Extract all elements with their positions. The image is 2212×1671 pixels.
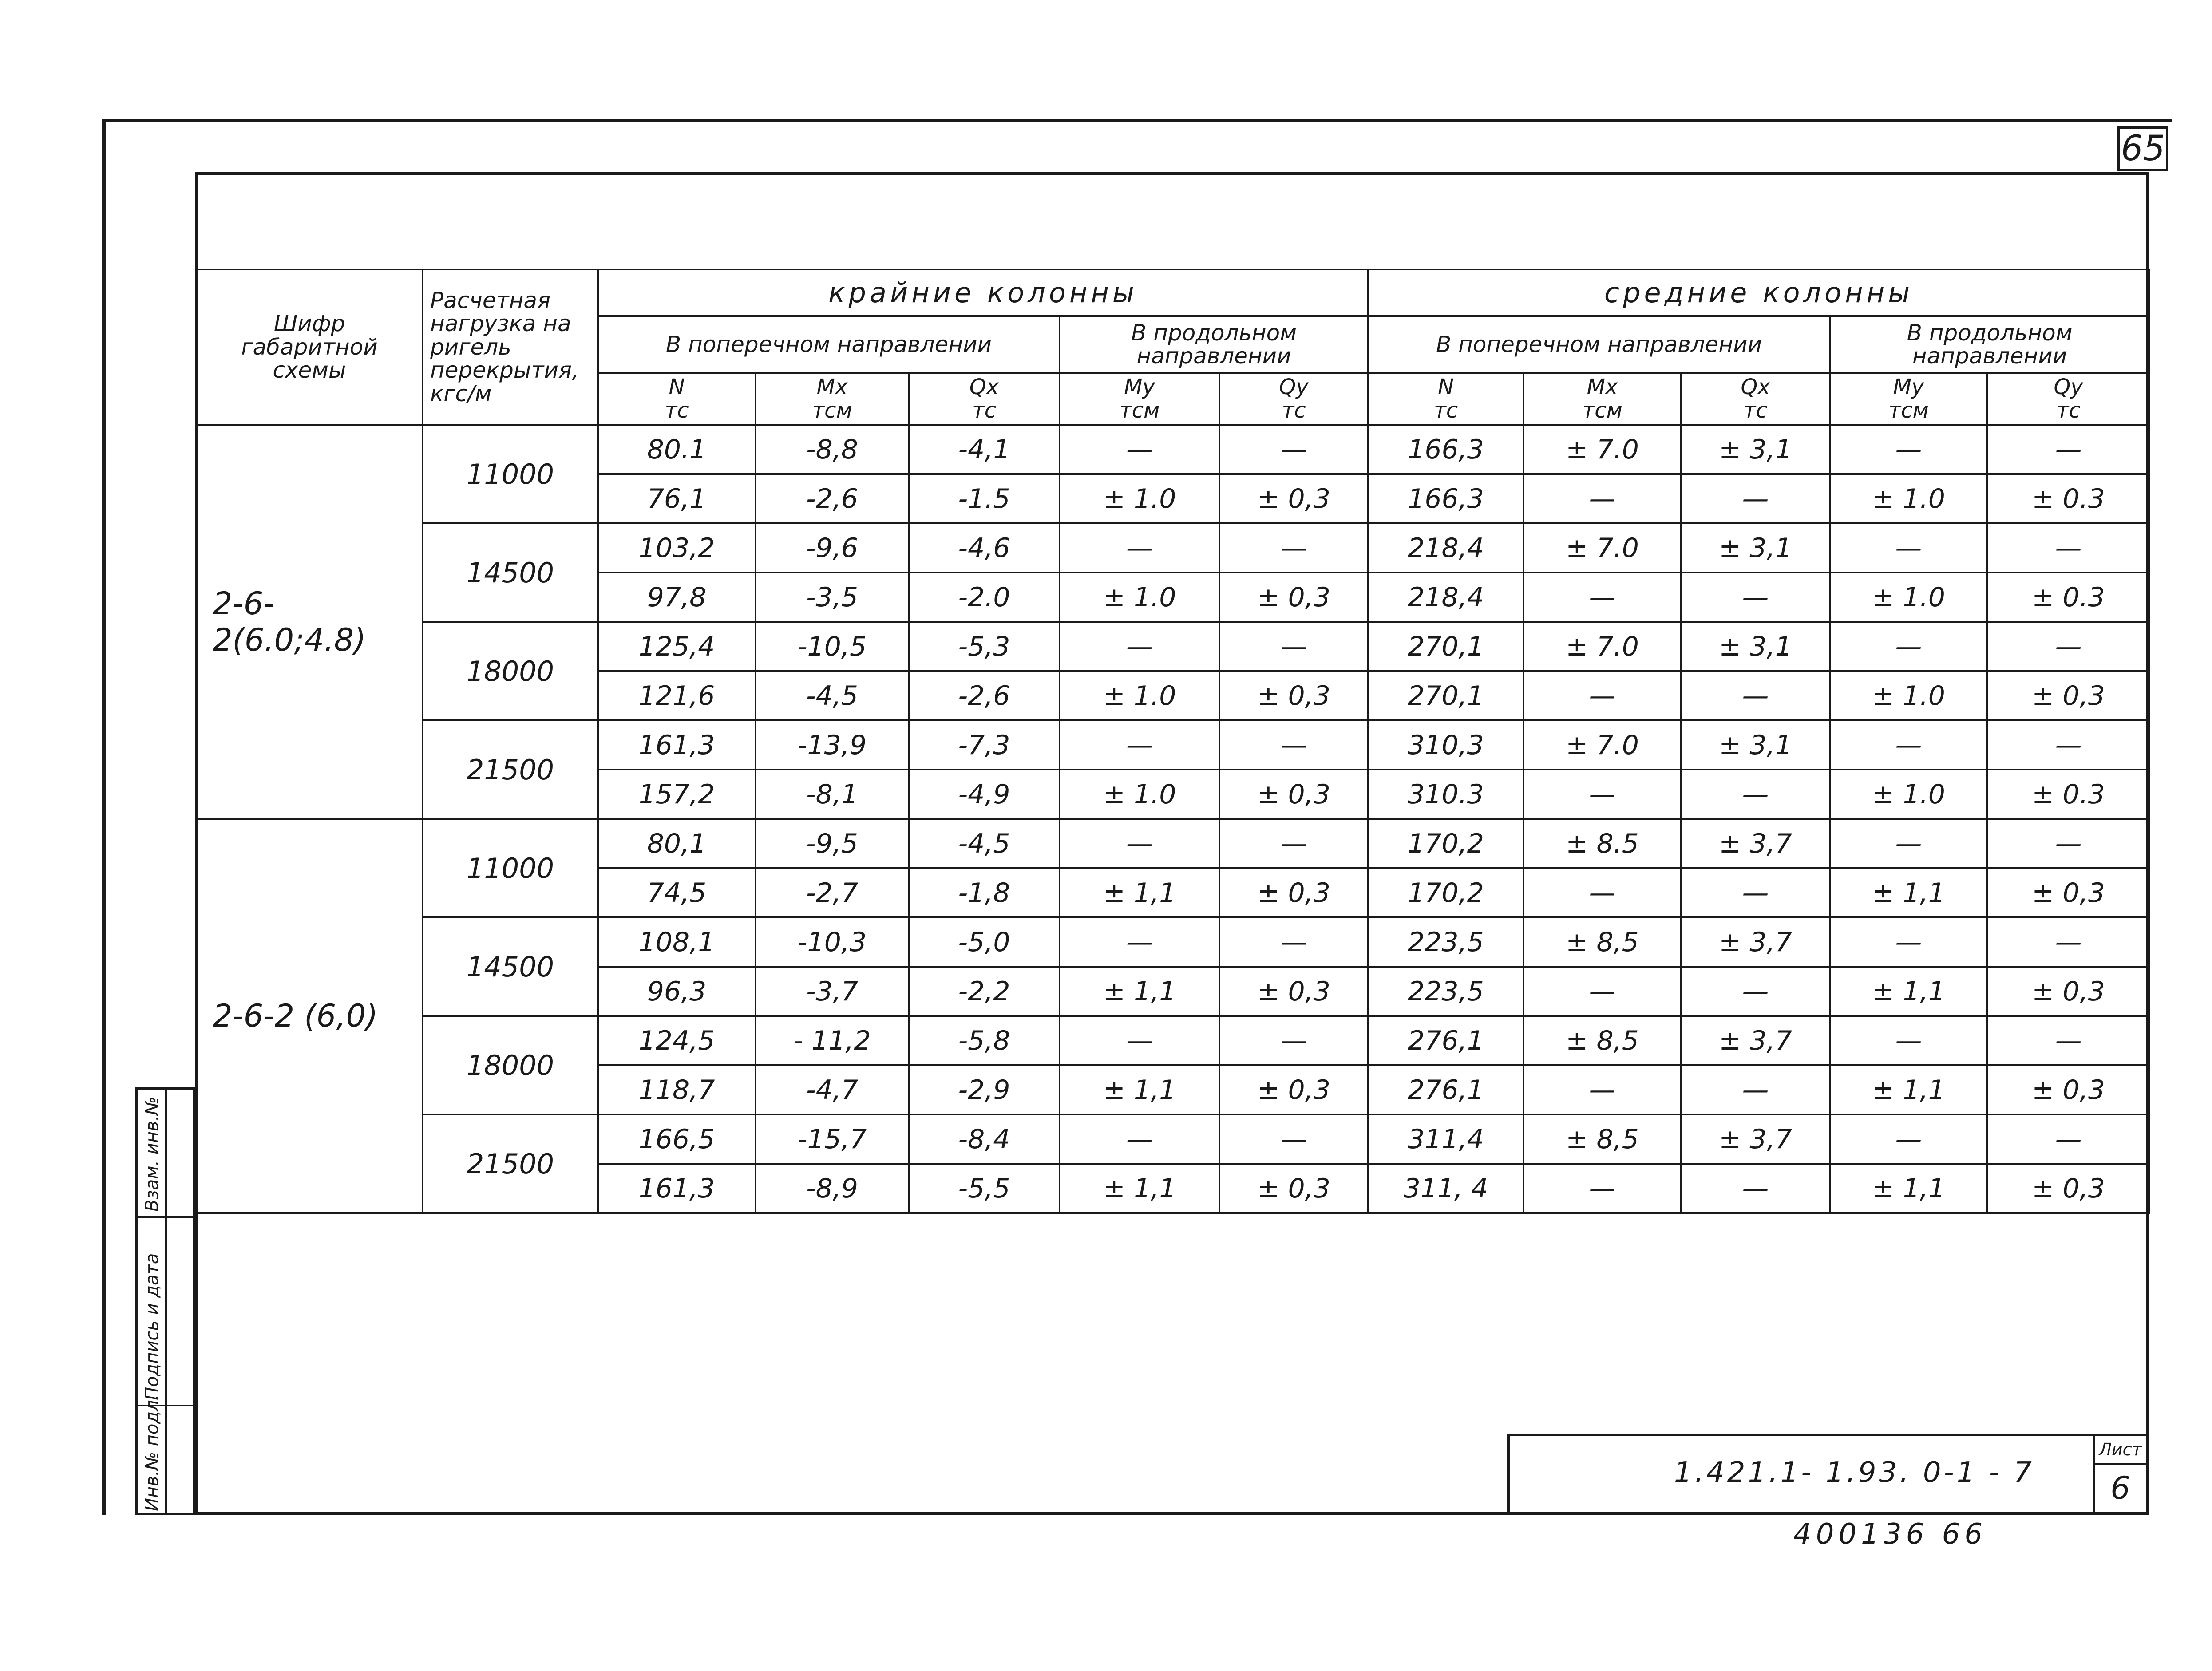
table-cell: — <box>1523 474 1681 523</box>
header-unit: тс <box>1743 398 1768 423</box>
table-cell: — <box>1830 1016 1987 1065</box>
table-cell: -2,7 <box>756 868 909 917</box>
table-cell: ± 1.0 <box>1060 770 1219 819</box>
side-stamp-label-1: Инв.№ подл. <box>142 1394 162 1511</box>
table-cell: -13,9 <box>756 720 909 770</box>
header-unit-qx <box>909 373 1060 425</box>
loads-table <box>195 269 2150 1214</box>
header-unit-mx <box>756 373 909 425</box>
table-cell: - 11,2 <box>756 1016 909 1065</box>
table-cell: ± 7.0 <box>1523 720 1681 770</box>
table-row <box>196 622 2149 671</box>
table-cell: — <box>1060 425 1219 474</box>
sheet-value: 6 <box>2110 1470 2130 1506</box>
table-cell: ± 7.0 <box>1523 622 1681 671</box>
table-cell: — <box>1681 1164 1830 1213</box>
header-unit: тс <box>1433 398 1458 423</box>
table-cell: 310,3 <box>1368 720 1523 770</box>
header-middle-columns: средние колонны <box>1368 269 2149 316</box>
header-unit: тс <box>2056 398 2081 423</box>
table-cell: — <box>1523 573 1681 622</box>
table-row <box>196 1114 2149 1164</box>
table-cell: 74,5 <box>598 868 756 917</box>
table-cell: 310.3 <box>1368 770 1523 819</box>
table-cell: 125,4 <box>598 622 756 671</box>
header-symbol: Mx <box>816 374 848 399</box>
table-cell: 166,5 <box>598 1114 756 1164</box>
table-cell: ± 0,3 <box>1219 1164 1368 1213</box>
table-cell: — <box>1681 868 1830 917</box>
load-value: 21500 <box>423 1114 598 1213</box>
table-cell: — <box>1219 622 1368 671</box>
table-row <box>196 917 2149 967</box>
table-cell: ± 0,3 <box>1219 474 1368 523</box>
table-cell: — <box>1523 1164 1681 1213</box>
table-cell: — <box>1523 671 1681 720</box>
table-cell: ± 8,5 <box>1523 917 1681 967</box>
table-cell: 103,2 <box>598 523 756 573</box>
table-cell: ± 3,1 <box>1681 523 1830 573</box>
table-cell: ± 7.0 <box>1523 425 1681 474</box>
header-unit: тсм <box>1888 398 1929 423</box>
table-cell: ± 8.5 <box>1523 819 1681 868</box>
table-cell: ± 1.0 <box>1060 671 1219 720</box>
load-value: 21500 <box>423 720 598 819</box>
table-cell: 157,2 <box>598 770 756 819</box>
table-cell: ± 0,3 <box>1987 967 2149 1016</box>
table-cell: ± 1.0 <box>1830 770 1987 819</box>
table-cell: ± 8,5 <box>1523 1016 1681 1065</box>
load-value: 11000 <box>423 425 598 523</box>
header-unit: тс <box>972 398 997 423</box>
table-cell: -5,8 <box>909 1016 1060 1065</box>
sheet-cell <box>2093 1436 2146 1512</box>
table-cell: 276,1 <box>1368 1065 1523 1114</box>
table-cell: 80.1 <box>598 425 756 474</box>
side-stamp-divider <box>138 1216 193 1218</box>
table-cell: 166,3 <box>1368 474 1523 523</box>
table-cell: -3,5 <box>756 573 909 622</box>
table-cell: -3,7 <box>756 967 909 1016</box>
table-cell: ± 0,3 <box>1219 770 1368 819</box>
table-cell: — <box>1987 1114 2149 1164</box>
header-load: Расчетная нагрузка на ригель перекрытия, кгс/м <box>423 269 598 425</box>
table-cell: — <box>1060 819 1219 868</box>
table-cell: — <box>1830 819 1987 868</box>
table-cell: -2,9 <box>909 1065 1060 1114</box>
table-cell: 80,1 <box>598 819 756 868</box>
table-cell: 311, 4 <box>1368 1164 1523 1213</box>
table-cell: ± 0,3 <box>1219 868 1368 917</box>
table-cell: -2,6 <box>909 671 1060 720</box>
header-symbol: Qy <box>2054 374 2083 399</box>
table-cell: — <box>1681 1065 1830 1114</box>
table-cell: — <box>1681 474 1830 523</box>
table-cell: ± 3,1 <box>1681 425 1830 474</box>
table-cell: -8,8 <box>756 425 909 474</box>
table-cell: ± 3,7 <box>1681 1114 1830 1164</box>
table-cell: — <box>1219 720 1368 770</box>
table-row <box>196 1016 2149 1065</box>
table-cell: — <box>1830 523 1987 573</box>
table-cell: — <box>1060 1114 1219 1164</box>
table-cell: ± 1,1 <box>1060 1065 1219 1114</box>
table-row <box>196 425 2149 474</box>
table-cell: — <box>1523 770 1681 819</box>
load-value: 14500 <box>423 917 598 1016</box>
table-cell: ± 3,7 <box>1681 1016 1830 1065</box>
table-cell: — <box>1219 1114 1368 1164</box>
header-unit-my <box>1060 373 1219 425</box>
table-cell: — <box>1523 868 1681 917</box>
table-cell: — <box>1523 1065 1681 1114</box>
table-cell: — <box>1830 1114 1987 1164</box>
table-cell: — <box>1523 967 1681 1016</box>
table-cell: 223,5 <box>1368 917 1523 967</box>
table-cell: — <box>1060 523 1219 573</box>
table-cell: — <box>1830 425 1987 474</box>
table-cell: ± 3,7 <box>1681 819 1830 868</box>
table-row <box>196 523 2149 573</box>
table-cell: 311,4 <box>1368 1114 1523 1164</box>
table-cell: — <box>1681 967 1830 1016</box>
header-symbol: Qy <box>1279 374 1309 399</box>
table-cell: ± 7.0 <box>1523 523 1681 573</box>
table-cell: 76,1 <box>598 474 756 523</box>
table-cell: ± 0,3 <box>1219 1065 1368 1114</box>
table-cell: — <box>1681 573 1830 622</box>
table-cell: 97,8 <box>598 573 756 622</box>
table-cell: -5,0 <box>909 917 1060 967</box>
table-cell: ± 0,3 <box>1219 573 1368 622</box>
table-cell: 270,1 <box>1368 671 1523 720</box>
table-cell: -2,2 <box>909 967 1060 1016</box>
table-cell: -7,3 <box>909 720 1060 770</box>
header-unit-qy <box>1219 373 1368 425</box>
table-cell: -2.0 <box>909 573 1060 622</box>
header-unit: тсм <box>1582 398 1622 423</box>
table-cell: 276,1 <box>1368 1016 1523 1065</box>
header-unit-my <box>1830 373 1987 425</box>
table-cell: 121,6 <box>598 671 756 720</box>
table-cell: 108,1 <box>598 917 756 967</box>
header-symbol: My <box>1124 374 1155 399</box>
table-cell: -10,3 <box>756 917 909 967</box>
table-cell: 270,1 <box>1368 622 1523 671</box>
table-cell: ± 1.0 <box>1060 474 1219 523</box>
table-cell: -8,9 <box>756 1164 909 1213</box>
load-value: 14500 <box>423 523 598 622</box>
table-cell: ± 0.3 <box>1987 770 2149 819</box>
table-cell: -1,8 <box>909 868 1060 917</box>
sheet-label: Лист <box>2095 1436 2146 1465</box>
header-symbol: Qx <box>969 374 999 399</box>
header-unit-qy <box>1987 373 2149 425</box>
table-cell: — <box>1060 622 1219 671</box>
table-cell: ± 1,1 <box>1830 1065 1987 1114</box>
table-cell: 118,7 <box>598 1065 756 1114</box>
table-cell: — <box>1987 622 2149 671</box>
header-unit-qx <box>1681 373 1830 425</box>
side-stamp-label-3: Взам. инв.№ <box>142 1097 162 1212</box>
table-cell: -4,6 <box>909 523 1060 573</box>
table-cell: ± 3,7 <box>1681 917 1830 967</box>
table-cell: — <box>1830 917 1987 967</box>
table-cell: ± 3,1 <box>1681 720 1830 770</box>
table-cell: — <box>1060 917 1219 967</box>
side-stamp-label-2: Подпись и дата <box>142 1253 162 1400</box>
table-cell: -9,5 <box>756 819 909 868</box>
table-cell: ± 0,3 <box>1987 868 2149 917</box>
table-cell: ± 0,3 <box>1987 1164 2149 1213</box>
table-row <box>196 819 2149 868</box>
table-cell: -5,5 <box>909 1164 1060 1213</box>
header-unit-mx <box>1523 373 1681 425</box>
header-edge-transverse: В поперечном направлении <box>598 316 1060 373</box>
table-cell: 161,3 <box>598 720 756 770</box>
table-cell: -15,7 <box>756 1114 909 1164</box>
table-cell: -9,6 <box>756 523 909 573</box>
sheet-number: 65 <box>2117 126 2168 171</box>
table-cell: ± 0,3 <box>1987 671 2149 720</box>
header-middle-longitudinal: В продольном направлении <box>1830 316 2149 373</box>
table-cell: ± 1,1 <box>1830 967 1987 1016</box>
table-cell: — <box>1219 917 1368 967</box>
table-cell: -4,1 <box>909 425 1060 474</box>
table-cell: 170,2 <box>1368 819 1523 868</box>
table-cell: ± 0.3 <box>1987 573 2149 622</box>
table-cell: -4,5 <box>756 671 909 720</box>
table-cell: -4,7 <box>756 1065 909 1114</box>
table-cell: -5,3 <box>909 622 1060 671</box>
table-cell: -10,5 <box>756 622 909 671</box>
table-cell: ± 1.0 <box>1830 474 1987 523</box>
document-code: 1.421.1- 1.93. 0-1 - 7 <box>1674 1456 2034 1489</box>
header-middle-transverse: В поперечном направлении <box>1368 316 1830 373</box>
table-cell: 96,3 <box>598 967 756 1016</box>
table-cell: — <box>1681 770 1830 819</box>
table-cell: -8,4 <box>909 1114 1060 1164</box>
load-value: 18000 <box>423 1016 598 1114</box>
table-cell: — <box>1681 671 1830 720</box>
table-cell: ± 0.3 <box>1987 474 2149 523</box>
table-cell: -8,1 <box>756 770 909 819</box>
table-cell: -4,9 <box>909 770 1060 819</box>
table-cell: ± 1,1 <box>1060 967 1219 1016</box>
table-cell: 161,3 <box>598 1164 756 1213</box>
table-cell: 223,5 <box>1368 967 1523 1016</box>
scheme-code: 2-6-2(6.0;4.8) <box>196 425 423 819</box>
table-cell: -4,5 <box>909 819 1060 868</box>
header-symbol: Mx <box>1587 374 1618 399</box>
table-cell: ± 1.0 <box>1060 573 1219 622</box>
header-unit: тсм <box>812 398 852 423</box>
header-symbol: My <box>1893 374 1924 399</box>
header-unit: тс <box>665 398 689 423</box>
table-cell: ± 1,1 <box>1060 868 1219 917</box>
table-cell: 218,4 <box>1368 523 1523 573</box>
table-cell: 166,3 <box>1368 425 1523 474</box>
table-cell: — <box>1219 523 1368 573</box>
table-cell: ± 8,5 <box>1523 1114 1681 1164</box>
archive-number: 400136 66 <box>1793 1518 1987 1551</box>
table-cell: ± 0,3 <box>1219 967 1368 1016</box>
table-cell: ± 1.0 <box>1830 671 1987 720</box>
header-unit: тс <box>1282 398 1306 423</box>
header-edge-columns: крайние колонны <box>598 269 1368 316</box>
table-cell: — <box>1219 425 1368 474</box>
header-symbol: Qx <box>1741 374 1770 399</box>
table-cell: -1.5 <box>909 474 1060 523</box>
table-cell: — <box>1987 523 2149 573</box>
header-unit-n <box>598 373 756 425</box>
load-value: 11000 <box>423 819 598 917</box>
table-cell: ± 0,3 <box>1219 671 1368 720</box>
table-cell: — <box>1060 1016 1219 1065</box>
header-unit-n <box>1368 373 1523 425</box>
header-unit: тсм <box>1119 398 1160 423</box>
header-symbol: N <box>669 374 685 399</box>
table-row <box>196 720 2149 770</box>
scheme-code: 2-6-2 (6,0) <box>196 819 423 1213</box>
table-cell: ± 1,1 <box>1830 1164 1987 1213</box>
table-cell: — <box>1219 819 1368 868</box>
load-value: 18000 <box>423 622 598 720</box>
table-cell: 218,4 <box>1368 573 1523 622</box>
table-cell: — <box>1987 819 2149 868</box>
table-cell: — <box>1830 720 1987 770</box>
table-cell: -2,6 <box>756 474 909 523</box>
side-stamp <box>135 1087 195 1515</box>
table-cell: ± 1.0 <box>1830 573 1987 622</box>
table-cell: 170,2 <box>1368 868 1523 917</box>
table-cell: ± 1,1 <box>1060 1164 1219 1213</box>
table-cell: — <box>1987 1016 2149 1065</box>
table-cell: ± 3,1 <box>1681 622 1830 671</box>
table-cell: — <box>1987 720 2149 770</box>
table-cell: — <box>1987 425 2149 474</box>
table-cell: ± 0,3 <box>1987 1065 2149 1114</box>
table-cell: ± 1,1 <box>1830 868 1987 917</box>
table-cell: — <box>1219 1016 1368 1065</box>
table-cell: — <box>1060 720 1219 770</box>
title-block <box>1507 1434 2149 1515</box>
header-scheme: Шифр габаритной схемы <box>196 269 423 425</box>
table-cell: — <box>1830 622 1987 671</box>
table-cell: — <box>1987 917 2149 967</box>
table-cell: 124,5 <box>598 1016 756 1065</box>
header-symbol: N <box>1438 374 1454 399</box>
header-edge-longitudinal: В продольном направлении <box>1060 316 1368 373</box>
